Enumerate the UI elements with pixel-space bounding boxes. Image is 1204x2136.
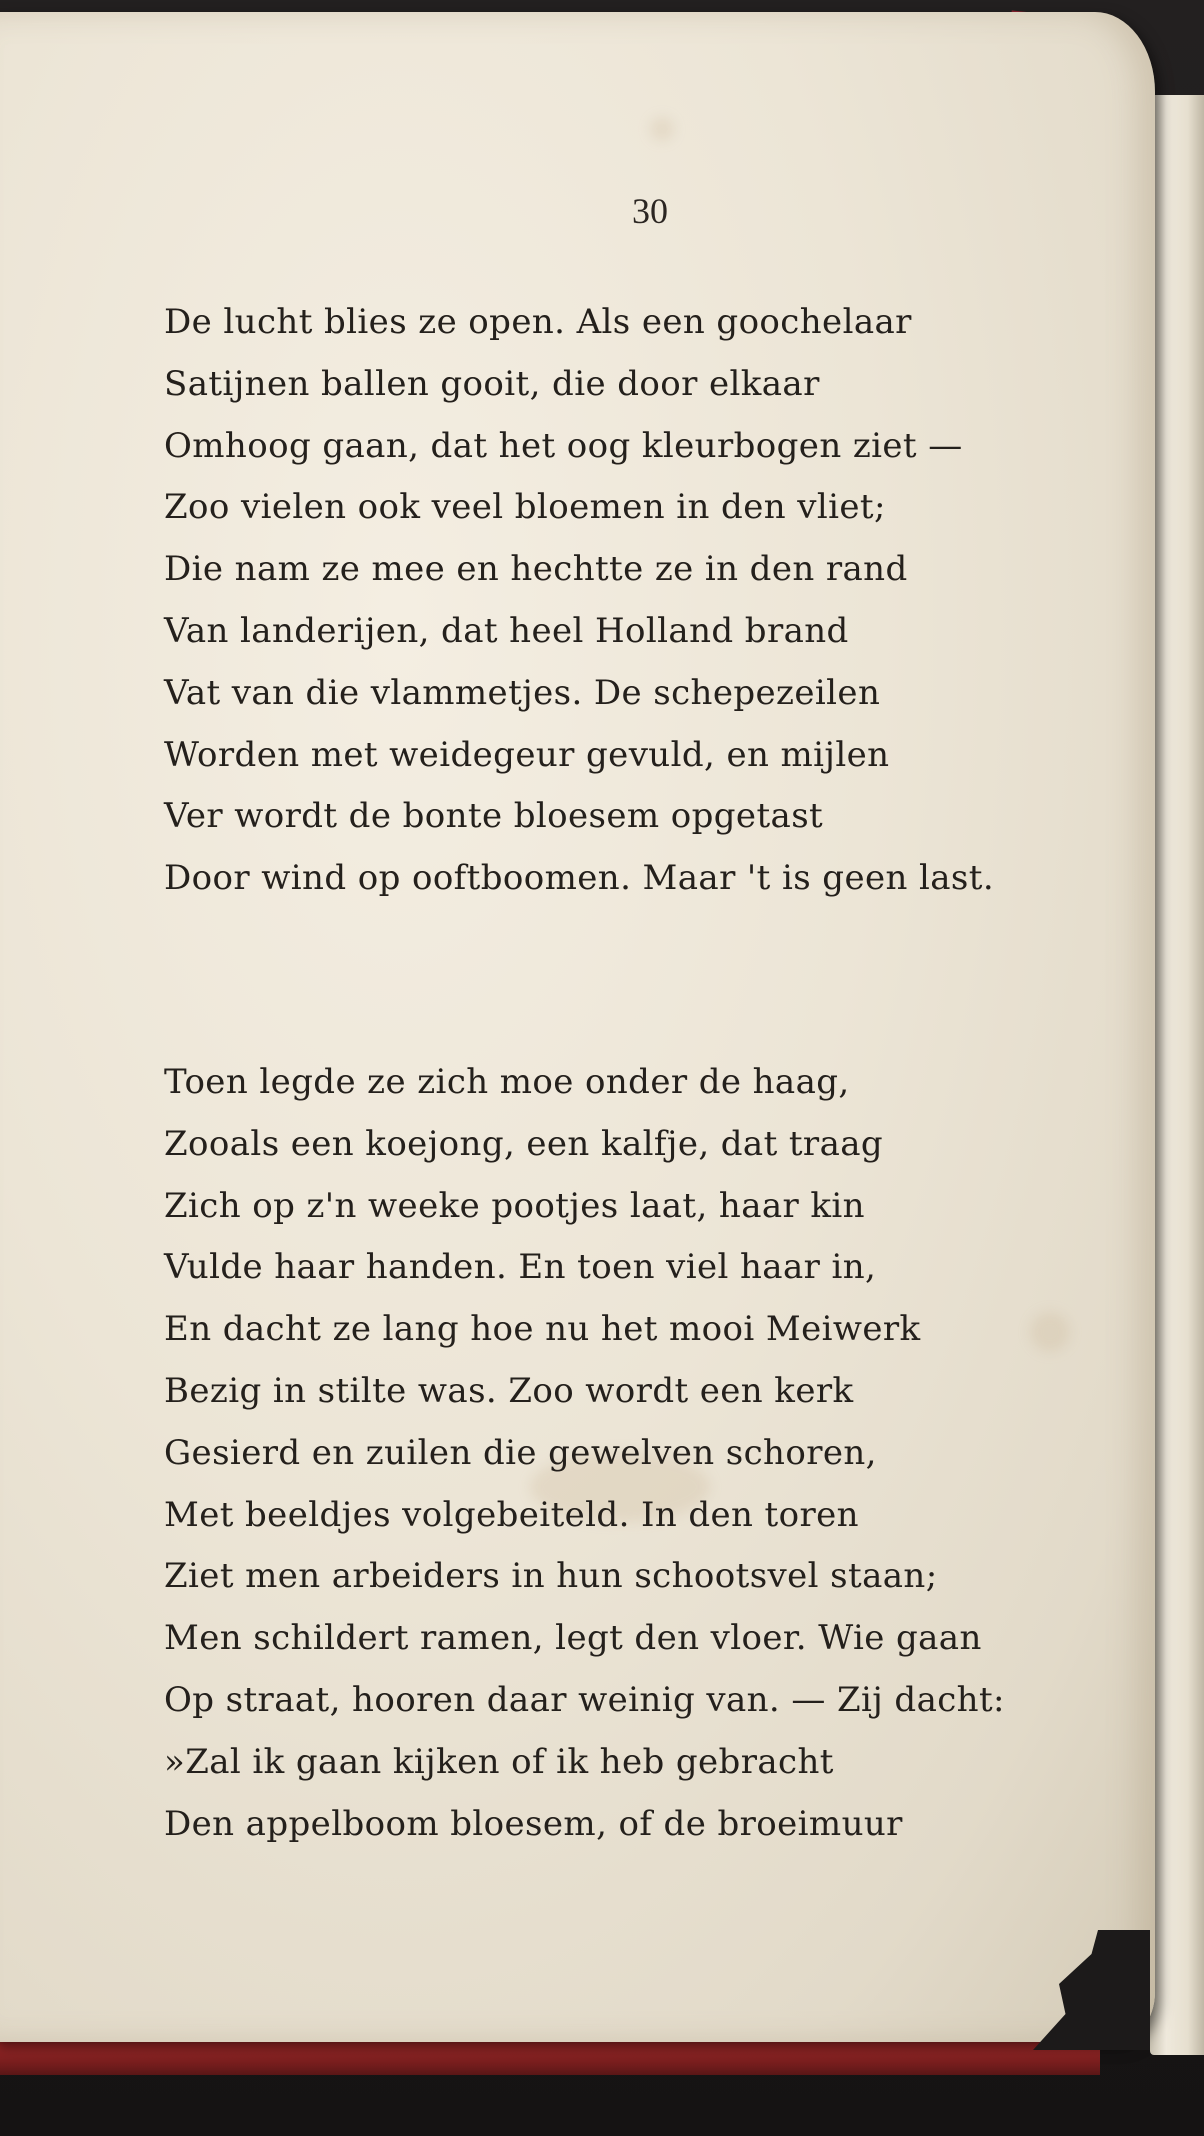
poem-line: Met beeldjes volgebeiteld. In den toren [164, 1494, 859, 1535]
poem-line: Zich op z'n weeke pootjes laat, haar kin [164, 1185, 865, 1226]
poem-line: Van landerijen, dat heel Holland brand [164, 610, 849, 651]
paper-stain [650, 117, 674, 141]
poem-line: Toen legde ze zich moe onder de haag, [164, 1062, 850, 1102]
poem-line: Men schildert ramen, legt den vloer. Wie gaan [164, 1618, 982, 1659]
page-number: 30 [632, 191, 668, 231]
stanza-2 [164, 1052, 1005, 1855]
poem-line: Zooals een koejong, een kalfje, dat traag [164, 1123, 884, 1164]
poem-line: Den appelboom bloesem, of de broeimuur [164, 1803, 903, 1844]
poem-line: »Zal ik gaan kijken of ik heb gebracht [164, 1741, 834, 1782]
poem-line: Vulde haar handen. En toen viel haar in, [164, 1247, 877, 1288]
poem-line: Door wind op ooftboomen. Maar 't is geen last. [164, 858, 995, 899]
poem-line: Worden met weidegeur gevuld, en mijlen [164, 734, 890, 775]
stanza-1 [164, 292, 994, 910]
poem-line: Die nam ze mee en hechtte ze in den rand [164, 549, 908, 590]
poem-line: De lucht blies ze open. Als een goochelaar [164, 302, 912, 342]
poem-line: Vat van die vlammetjes. De schepezeilen [164, 672, 881, 713]
poem-line: Ziet men arbeiders in hun schootsvel staan; [164, 1556, 938, 1597]
poem-line: Ver wordt de bonte bloesem opgetast [164, 796, 824, 837]
poem-line: Zoo vielen ook veel bloemen in den vliet; [164, 487, 886, 528]
poem-line: Gesierd en zuilen die gewelven schoren, [164, 1432, 877, 1473]
poem-line: Satijnen ballen gooit, die door elkaar [164, 363, 820, 404]
paper-stain [1030, 1312, 1070, 1352]
poem-line: En dacht ze lang hoe nu het mooi Meiwerk [164, 1309, 921, 1350]
poem-line: Bezig in stilte was. Zoo wordt een kerk [164, 1370, 854, 1411]
poem-line: Op straat, hooren daar weinig van. — Zij dacht: [164, 1679, 1005, 1720]
poem-line: Omhoog gaan, dat het oog kleurbogen ziet — [164, 425, 963, 466]
back-pages-edge [1150, 95, 1204, 2055]
